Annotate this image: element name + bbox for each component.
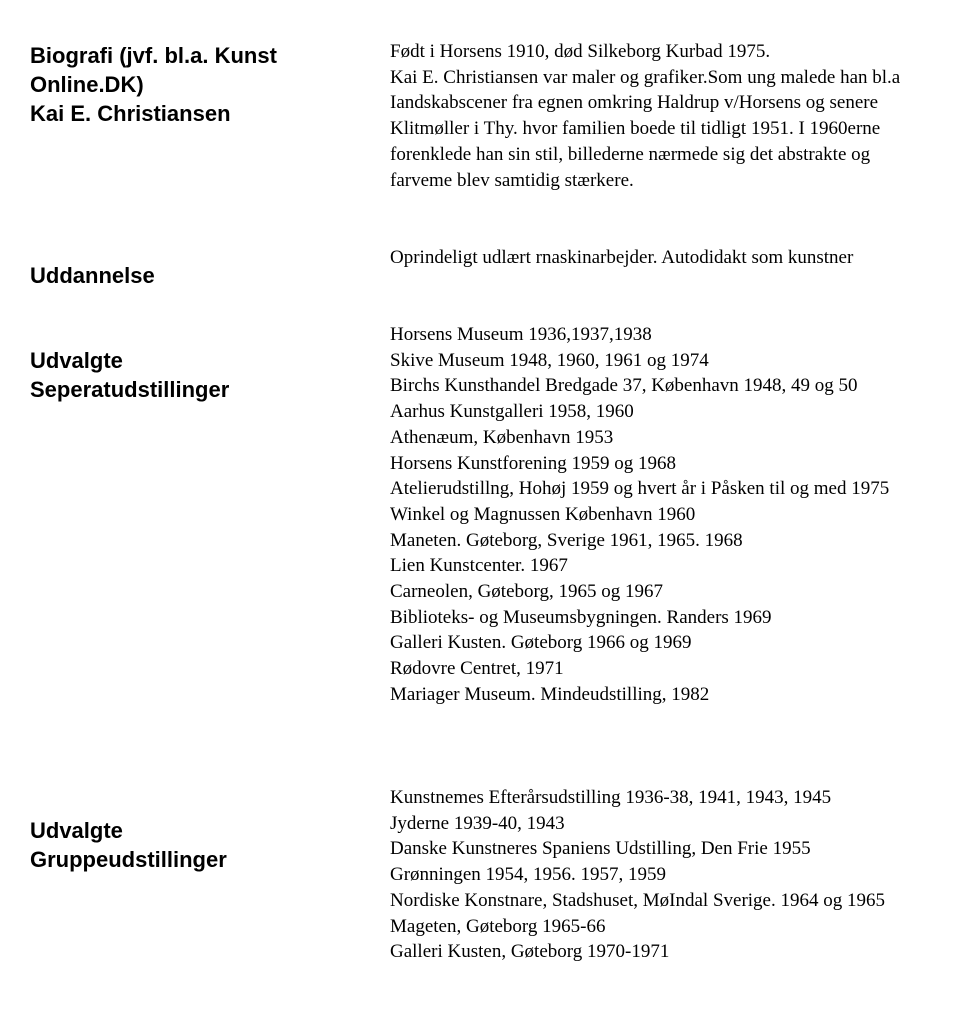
list-item: Danske Kunstneres Spaniens Udstilling, Den Frie 1955	[390, 838, 811, 860]
uddannelse-text	[390, 245, 950, 271]
biografi-text	[390, 39, 950, 193]
text-line: Iandskabscener fra egnen omkring Haldrup v/Horsens og senere	[390, 92, 879, 114]
biografi-heading	[30, 41, 350, 128]
list-item: Rødovre Centret, 1971	[390, 658, 564, 680]
heading-line: Udvalgte	[30, 348, 123, 373]
text-line: Oprindeligt udlært rnaskinarbejder. Autodidakt som kunstner	[390, 247, 854, 268]
list-item: Grønningen 1954, 1956. 1957, 1959	[390, 864, 667, 886]
gruppeudstillinger-list	[390, 785, 950, 965]
gruppeudstillinger-heading	[30, 816, 350, 874]
heading-line: Biografi (jvf. bl.a. Kunst	[30, 43, 277, 68]
list-item: Maneten. Gøteborg, Sverige 1961, 1965. 1968	[390, 529, 743, 551]
uddannelse-heading	[30, 261, 350, 290]
text-line: Klitmøller i Thy. hvor familien boede til tidligt 1951. I 1960erne	[390, 118, 881, 140]
list-item: Aarhus Kunstgalleri 1958, 1960	[390, 401, 634, 423]
text-line: Kai E. Christiansen var maler og grafiker.Som ung malede han bl.a	[390, 66, 901, 88]
list-item: Horsens Museum 1936,1937,1938	[390, 324, 652, 345]
list-item: Jyderne 1939-40, 1943	[390, 812, 565, 834]
text-line: farveme blev samtidig stærkere.	[390, 169, 634, 191]
heading-line: Uddannelse	[30, 263, 155, 288]
heading-line: Seperatudstillinger	[30, 377, 230, 402]
list-item: Galleri Kusten, Gøteborg 1970-1971	[390, 941, 670, 963]
heading-line: Udvalgte	[30, 818, 123, 843]
list-item: Carneolen, Gøteborg, 1965 og 1967	[390, 581, 663, 603]
text-line: forenklede han sin stil, billederne nærmede sig det abstrakte og	[390, 143, 871, 165]
list-item: Biblioteks- og Museumsbygningen. Randers 1969	[390, 606, 772, 628]
separatudstillinger-heading	[30, 346, 350, 404]
list-item: Kunstnemes Efterårsudstilling 1936-38, 1941, 1943, 1945	[390, 787, 832, 808]
heading-line: Kai E. Christiansen	[30, 101, 231, 126]
heading-line: Online.DK)	[30, 72, 144, 97]
heading-line: Gruppeudstillinger	[30, 847, 227, 872]
list-item: Skive Museum 1948, 1960, 1961 og 1974	[390, 349, 709, 371]
list-item: Athenæum, København 1953	[390, 426, 614, 448]
list-item: Mageten, Gøteborg 1965-66	[390, 915, 606, 937]
separatudstillinger-list	[390, 322, 950, 708]
list-item: Nordiske Konstnare, Stadshuset, MøIndal Sverige. 1964 og 1965	[390, 889, 885, 911]
list-item: Horsens Kunstforening 1959 og 1968	[390, 452, 677, 474]
text-line: Født i Horsens 1910, død Silkeborg Kurbad 1975.	[390, 41, 771, 62]
list-item: Atelierudstillng, Hohøj 1959 og hvert år i Påsken til og med 1975	[390, 478, 890, 500]
list-item: Birchs Kunsthandel Bredgade 37, København 1948, 49 og 50	[390, 375, 858, 397]
list-item: Lien Kunstcenter. 1967	[390, 555, 568, 577]
list-item: Galleri Kusten. Gøteborg 1966 og 1969	[390, 632, 692, 654]
list-item: Winkel og Magnussen København 1960	[390, 503, 696, 525]
list-item: Mariager Museum. Mindeudstilling, 1982	[390, 683, 710, 705]
